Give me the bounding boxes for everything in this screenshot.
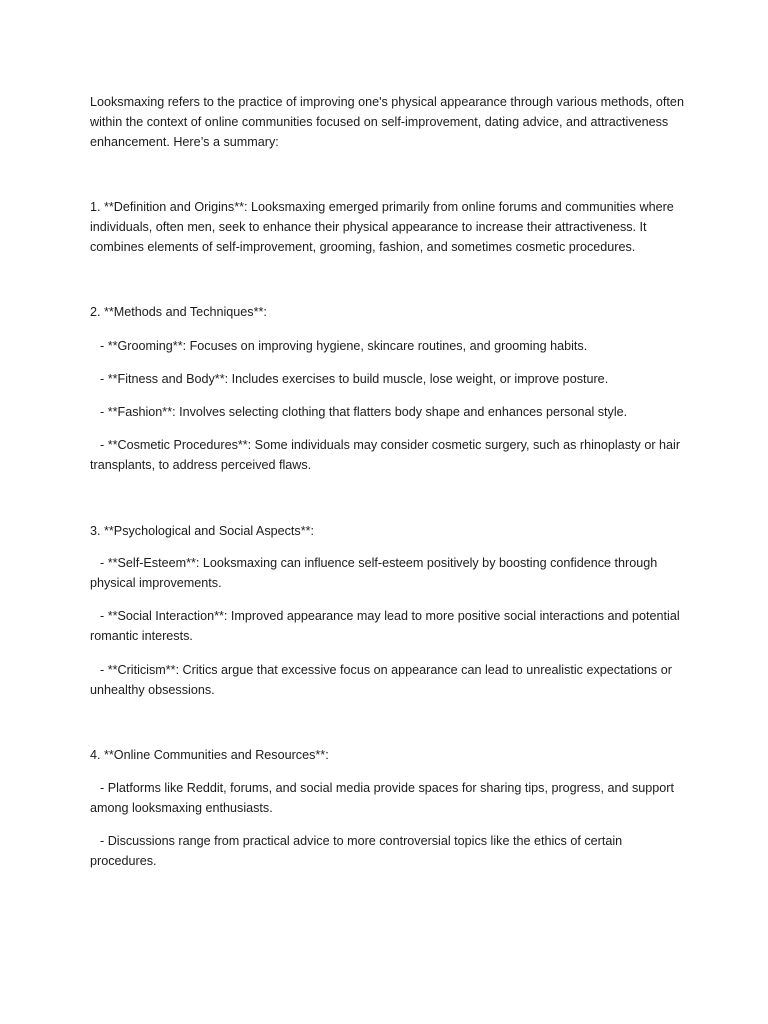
section-3-self-esteem: - **Self-Esteem**: Looksmaxing can influence self-esteem positively by boosting confidence through physical improvements. (90, 556, 658, 590)
section-4-discussions: - Discussions range from practical advice to more controversial topics like the ethics of certain procedures. (90, 834, 623, 868)
section-2-fitness: - **Fitness and Body**: Includes exercises to build muscle, lose weight, or improve posture. (100, 372, 609, 386)
section-2-heading: 2. **Methods and Techniques**: (90, 305, 267, 319)
section-2-grooming: - **Grooming**: Focuses on improving hygiene, skincare routines, and grooming habits. (100, 339, 588, 353)
section-3-criticism: - **Criticism**: Critics argue that excessive focus on appearance can lead to unrealistic expectations or unhealthy obsessions. (90, 663, 672, 697)
section-4-heading: 4. **Online Communities and Resources**: (90, 748, 329, 762)
section-2-fashion: - **Fashion**: Involves selecting clothing that flatters body shape and enhances personal style. (100, 405, 628, 419)
section-3-social-interaction: - **Social Interaction**: Improved appearance may lead to more positive social interactions and potential romantic interests. (90, 609, 680, 643)
section-2-cosmetic: - **Cosmetic Procedures**: Some individuals may consider cosmetic surgery, such as rhinoplasty or hair transplants, to address perceived flaws. (90, 438, 681, 472)
section-1-definition-origins: 1. **Definition and Origins**: Looksmaxing emerged primarily from online forums and communities where individuals, often men, seek to enhance their physical appearance to increase their attractiveness. It combines elements of self-improvement, grooming, fashion, and sometimes cosmetic procedures. (90, 200, 674, 254)
intro-paragraph: Looksmaxing refers to the practice of improving one's physical appearance through various methods, often within the context of online communities focused on self-improvement, dating advice, and attractiveness enhancement. Here’s a summary: (90, 95, 684, 149)
section-4-platforms: - Platforms like Reddit, forums, and social media provide spaces for sharing tips, progress, and support among looksmaxing enthusiasts. (90, 781, 674, 815)
section-3-heading: 3. **Psychological and Social Aspects**: (90, 524, 315, 538)
